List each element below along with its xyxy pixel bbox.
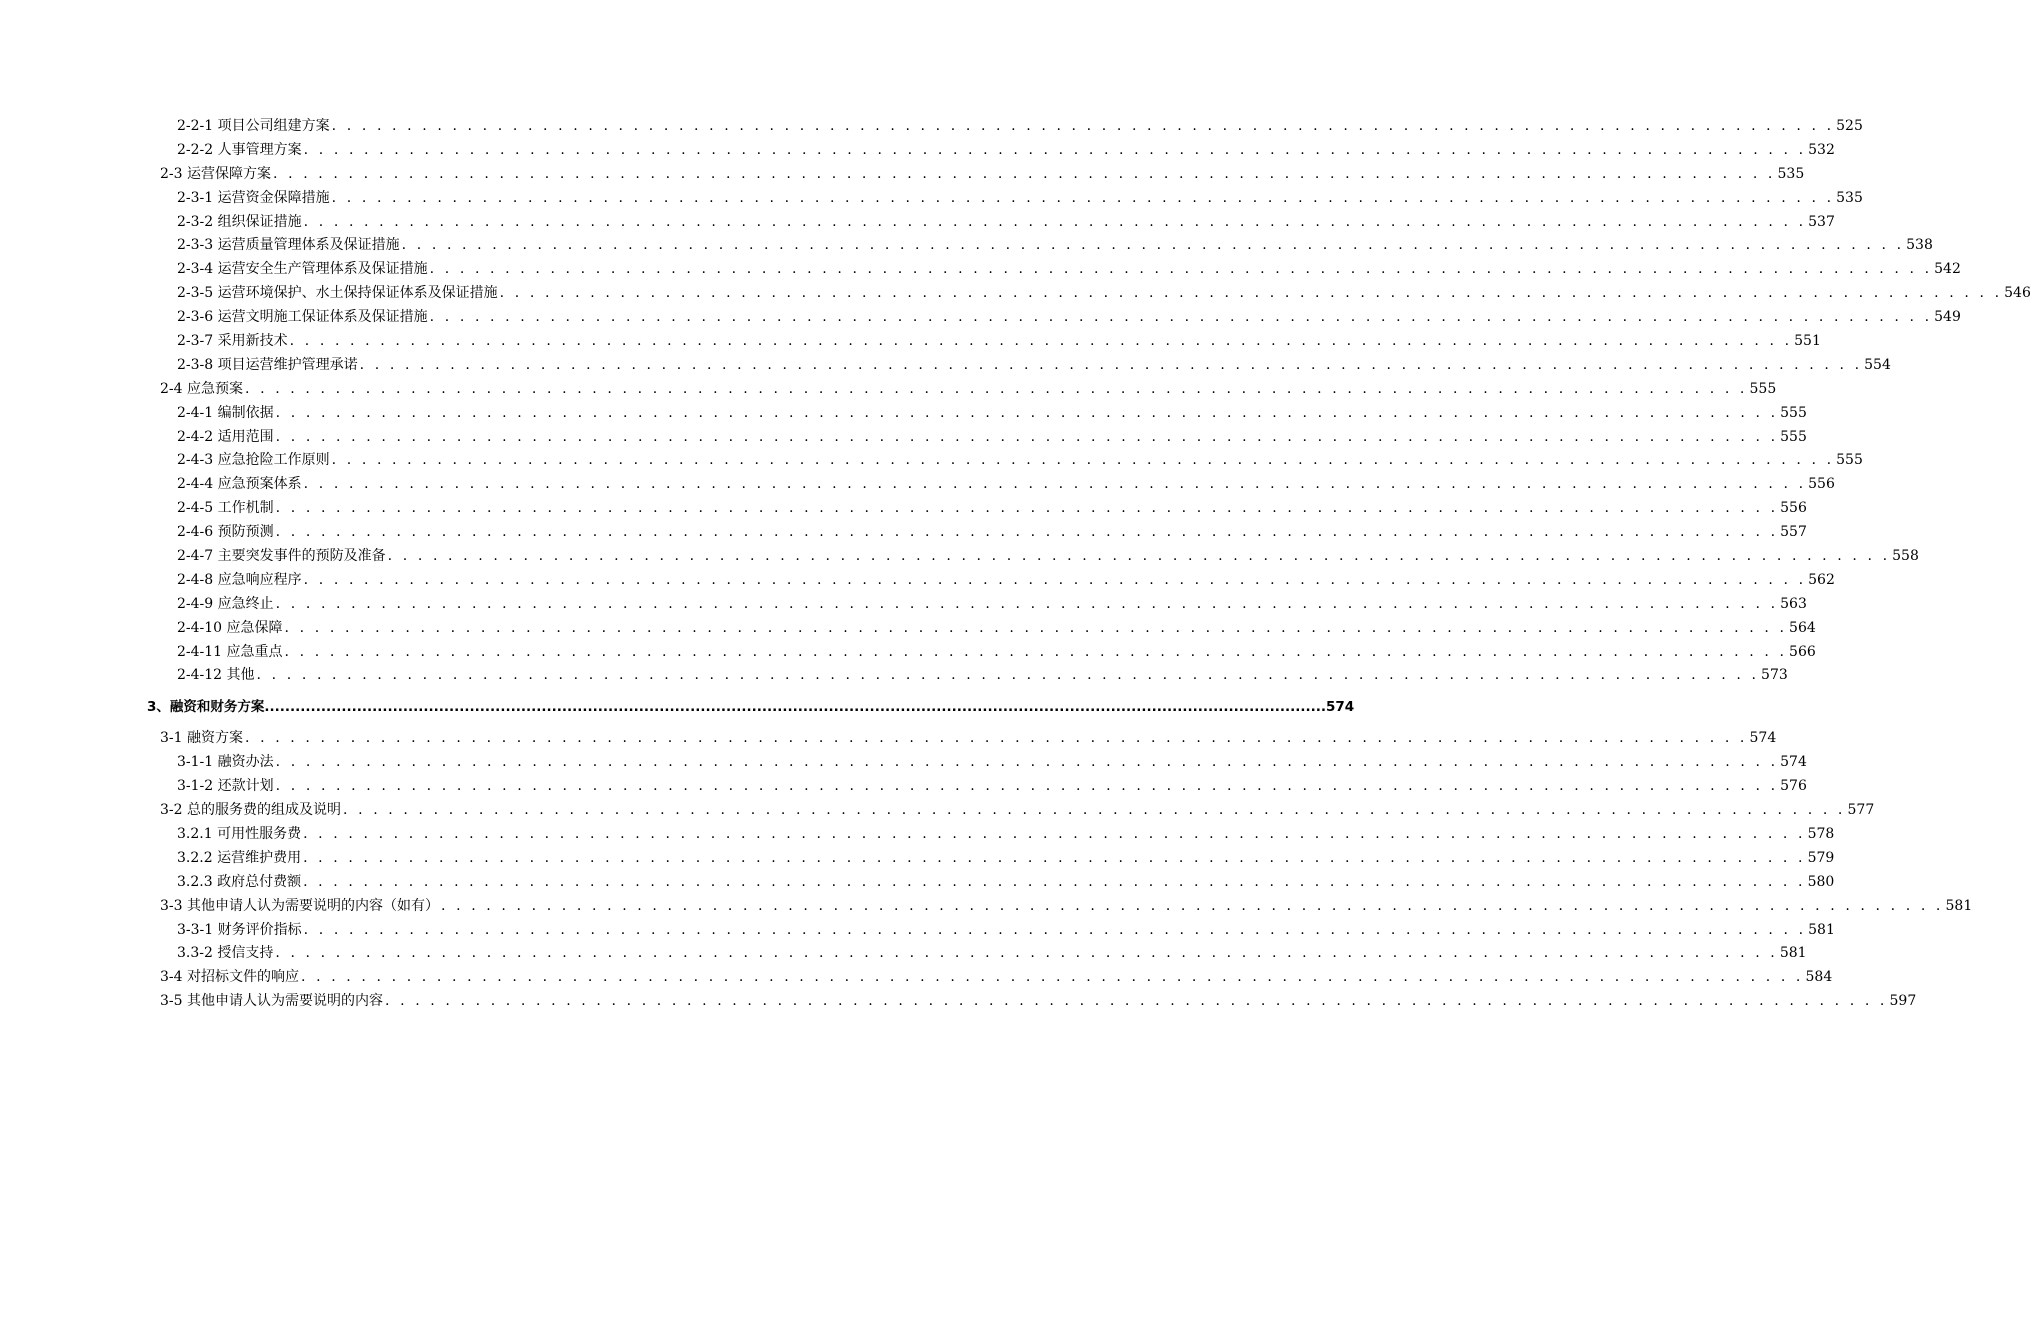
dot-leader: . . . . . . . . . . . . . . . . . . . . . . . . . . . . . . . . . . . . . . . . . . . . . . . . . . . . . . . . . . . . . . . . . . . . . . . . . . . . . . . . . . . . . . . . . . . . . . . . . . . .	[303, 141, 1807, 158]
dot-leader: . . . . . . . . . . . . . . . . . . . . . . . . . . . . . . . . . . . . . . . . . . . . . . . . . . . . . . . . . . . . . . . . . . . . . . . . . . . . . . . . . . . . . . . . . . . . . . . . . . . .	[275, 500, 1779, 517]
toc-entry-label: 3-3-1 财务评价指标	[177, 921, 302, 938]
dot-leader: . . . . . . . . . . . . . . . . . . . . . . . . . . . . . . . . . . . . . . . . . . . . . . . . . . . . . . . . . . . . . . . . . . . . . . . . . . . . . . . . . . . . . . . . . . . . . . . . . . . .	[275, 778, 1779, 795]
toc-chapter-entry[interactable]	[0, 690, 1355, 725]
dot-leader: . . . . . . . . . . . . . . . . . . . . . . . . . . . . . . . . . . . . . . . . . . . . . . . . . . . . . . . . . . . . . . . . . . . . . . . . . . . . . . . . . . . . . . . . . . . . . . . . . . . .	[301, 969, 1804, 986]
toc-entry-page-number: 563	[1780, 595, 1807, 612]
toc-entry-page-number: 555	[1780, 404, 1807, 421]
toc-entry-page-number: 574	[1780, 754, 1807, 771]
dot-leader: . . . . . . . . . . . . . . . . . . . . . . . . . . . . . . . . . . . . . . . . . . . . . . . . . . . . . . . . . . . . . . . . . . . . . . . . . . . . . . . . . . . . . . . . . . . . . . . . . . . .	[256, 667, 1760, 684]
toc-subsection-entry[interactable]	[0, 545, 1919, 569]
toc-entry-label: 2-4-7 主要突发事件的预防及准备	[177, 548, 386, 565]
dot-leader: . . . . . . . . . . . . . . . . . . . . . . . . . . . . . . . . . . . . . . . . . . . . . . . . . . . . . . . . . . . . . . . . . . . . . . . . . . . . . . . . . . . . . . . . . . . . . . . . . . . .	[284, 643, 1788, 660]
toc-entry-page-number: 573	[1761, 667, 1788, 684]
toc-subsection-entry[interactable]	[0, 449, 1863, 473]
toc-entry-page-number: 554	[1864, 356, 1891, 373]
toc-subsection-entry[interactable]	[0, 775, 1807, 799]
toc-entry-label: 2-2-1 项目公司组建方案	[177, 118, 330, 134]
toc-entry-label: 3.2.3 政府总付费额	[177, 873, 302, 890]
toc-subsection-entry[interactable]	[0, 282, 2031, 306]
toc-subsection-entry[interactable]	[0, 115, 1863, 139]
toc-subsection-entry[interactable]	[0, 234, 1933, 258]
toc-entry-label: 2-3-3 运营质量管理体系及保证措施	[177, 237, 400, 254]
toc-entry-label: 2-3-2 组织保证措施	[177, 213, 302, 230]
toc-entry-page-number: 535	[1777, 165, 1805, 182]
toc-entry-page-number: 549	[1934, 309, 1961, 326]
dot-leader: . . . . . . . . . . . . . . . . . . . . . . . . . . . . . . . . . . . . . . . . . . . . . . . . . . . . . . . . . . . . . . . . . . . . . . . . . . . . . . . . . . . . . . . . . . . . . . . . . . . .	[275, 754, 1779, 771]
toc-subsection-entry[interactable]	[0, 942, 1807, 966]
toc-entry-label: 2-4-4 应急预案体系	[177, 476, 302, 493]
dot-leader: . . . . . . . . . . . . . . . . . . . . . . . . . . . . . . . . . . . . . . . . . . . . . . . . . . . . . . . . . . . . . . . . . . . . . . . . . . . . . . . . . . . . . . . . . . . . . . . . . . . .	[289, 333, 1793, 350]
toc-entry-label: 2-3-8 项目运营维护管理承诺	[177, 356, 358, 373]
dot-leader: . . . . . . . . . . . . . . . . . . . . . . . . . . . . . . . . . . . . . . . . . . . . . . . . . . . . . . . . . . . . . . . . . . . . . . . . . . . . . . . . . . . . . . . . . . . . . . . . . . . .	[303, 873, 1806, 890]
toc-entry-label: 2-4-8 应急响应程序	[177, 571, 302, 588]
toc-section-entry[interactable]	[0, 378, 1777, 402]
toc-subsection-entry[interactable]	[0, 497, 1807, 521]
toc-section-entry[interactable]	[0, 163, 1805, 187]
toc-entry-label: 3.3-2 授信支持	[177, 945, 274, 962]
toc-entry-label: 3、融资和财务方案	[147, 699, 265, 716]
toc-entry-page-number: 537	[1808, 213, 1835, 230]
toc-subsection-entry[interactable]	[0, 871, 1835, 895]
toc-entry-label: 3-1-1 融资办法	[177, 754, 274, 771]
toc-section-entry[interactable]	[0, 990, 1917, 1014]
dot-leader: . . . . . . . . . . . . . . . . . . . . . . . . . . . . . . . . . . . . . . . . . . . . . . . . . . . . . . . . . . . . . . . . . . . . . . . . . . . . . . . . . . . . . . . . . . . . . . . . . . . .	[275, 595, 1779, 612]
toc-entry-label: 2-3 运营保障方案	[160, 165, 271, 182]
dot-leader: . . . . . . . . . . . . . . . . . . . . . . . . . . . . . . . . . . . . . . . . . . . . . . . . . . . . . . . . . . . . . . . . . . . . . . . . . . . . . . . . . . . . . . . . . . . . . . . . . . . .	[275, 428, 1779, 445]
toc-entry-label: 2-2-2 人事管理方案	[177, 141, 302, 158]
toc-subsection-entry[interactable]	[0, 426, 1807, 450]
toc-entry-page-number: 556	[1808, 476, 1835, 493]
dot-leader: . . . . . . . . . . . . . . . . . . . . . . . . . . . . . . . . . . . . . . . . . . . . . . . . . . . . . . . . . . . . . . . . . . . . . . . . . . . . . . . . . . . . . . . . . . . . . . . . . . . .	[331, 189, 1835, 206]
dot-leader: . . . . . . . . . . . . . . . . . . . . . . . . . . . . . . . . . . . . . . . . . . . . . . . . . . . . . . . . . . . . . . . . . . . . . . . . . . . . . . . . . . . . . . . . . . . . . . . . . . . .	[245, 380, 1748, 397]
toc-entry-label: 2-4-9 应急终止	[177, 595, 274, 612]
toc-entry-label: 3-3 其他申请人认为需要说明的内容（如有）	[160, 897, 439, 914]
dot-leader: . . . . . . . . . . . . . . . . . . . . . . . . . . . . . . . . . . . . . . . . . . . . . . . . . . . . . . . . . . . . . . . . . . . . . . . . . . . . . . . . . . . . . . . . . . . . . . . . . . . .	[303, 921, 1807, 938]
dot-leader: . . . . . . . . . . . . . . . . . . . . . . . . . . . . . . . . . . . . . . . . . . . . . . . . . . . . . . . . . . . . . . . . . . . . . . . . . . . . . . . . . . . . . . . . . . . . . . . . . . . .	[275, 404, 1779, 421]
toc-entry-page-number: 574	[1326, 699, 1355, 716]
dot-leader: . . . . . . . . . . . . . . . . . . . . . . . . . . . . . . . . . . . . . . . . . . . . . . . . . . . . . . . . . . . . . . . . . . . . . . . . . . . . . . . . . . . . . . . . . . . . . . . . . . . .	[387, 548, 1891, 565]
toc-entry-page-number: 579	[1807, 849, 1835, 866]
toc-entry-page-number: 532	[1808, 141, 1835, 158]
dot-leader: . . . . . . . . . . . . . . . . . . . . . . . . . . . . . . . . . . . . . . . . . . . . . . . . . . . . . . . . . . . . . . . . . . . . . . . . . . . . . . . . . . . . . . . . . . . . . . . . . . . .	[429, 261, 1933, 278]
dot-leader: . . . . . . . . . . . . . . . . . . . . . . . . . . . . . . . . . . . . . . . . . . . . . . . . . . . . . . . . . . . . . . . . . . . . . . . . . . . . . . . . . . . . . . . . . . . . . . . . . . . .	[303, 849, 1806, 866]
toc-subsection-entry[interactable]	[0, 919, 1835, 943]
toc-subsection-entry[interactable]	[0, 569, 1835, 593]
toc-entry-page-number: 581	[1808, 921, 1835, 938]
toc-entry-label: 3-4 对招标文件的响应	[160, 969, 299, 986]
toc-entry-page-number: 555	[1749, 380, 1777, 397]
toc-list	[0, 115, 2031, 1014]
toc-entry-page-number: 581	[1779, 945, 1807, 962]
dot-leader: . . . . . . . . . . . . . . . . . . . . . . . . . . . . . . . . . . . . . . . . . . . . . . . . . . . . . . . . . . . . . . . . . . . . . . . . . . . . . . . . . . . . . . . . . . . . . . . . . . . .	[331, 452, 1835, 469]
toc-subsection-entry[interactable]	[0, 187, 1863, 211]
toc-entry-page-number: 558	[1892, 548, 1919, 565]
toc-subsection-entry[interactable]	[0, 306, 1961, 330]
toc-entry-page-number: 557	[1780, 524, 1807, 541]
dot-leader: . . . . . . . . . . . . . . . . . . . . . . . . . . . . . . . . . . . . . . . . . . . . . . . . . . . . . . . . . . . . . . . . . . . . . . . . . . . . . . . . . . . . . . . . . . . . . . . . . . . .	[385, 993, 1888, 1010]
dot-leader: . . . . . . . . . . . . . . . . . . . . . . . . . . . . . . . . . . . . . . . . . . . . . . . . . . . . . . . . . . . . . . . . . . . . . . . . . . . . . . . . . . . . . . . . . . . . . . . . . . . .	[284, 619, 1788, 636]
toc-entry-page-number: 597	[1889, 993, 1917, 1010]
toc-entry-label: 2-3-4 运营安全生产管理体系及保证措施	[177, 261, 428, 278]
toc-section-entry[interactable]	[0, 727, 1777, 751]
toc-section-entry[interactable]	[0, 966, 1833, 990]
toc-subsection-entry[interactable]	[0, 823, 1835, 847]
toc-subsection-entry[interactable]	[0, 664, 1788, 688]
toc-entry-label: 2-3-6 运营文明施工保证体系及保证措施	[177, 309, 428, 326]
toc-subsection-entry[interactable]	[0, 473, 1835, 497]
toc-subsection-entry[interactable]	[0, 211, 1835, 235]
toc-entry-label: 2-4-10 应急保障	[177, 619, 283, 636]
dot-leader: . . . . . . . . . . . . . . . . . . . . . . . . . . . . . . . . . . . . . . . . . . . . . . . . . . . . . . . . . . . . . . . . . . . . . . . . . . . . . . . . . . . . . . . . . . . . . . . . . . . .	[275, 524, 1779, 541]
toc-entry-label: 3-1-2 还款计划	[177, 778, 274, 795]
dot-leader: . . . . . . . . . . . . . . . . . . . . . . . . . . . . . . . . . . . . . . . . . . . . . . . . . . . . . . . . . . . . . . . . . . . . . . . . . . . . . . . . . . . . . . . . . . . . . . . . . . . .	[429, 309, 1933, 326]
dot-leader: . . . . . . . . . . . . . . . . . . . . . . . . . . . . . . . . . . . . . . . . . . . . . . . . . . . . . . . . . . . . . . . . . . . . . . . . . . . . . . . . . . . . . . . . . . . . . . . . . . . .	[441, 897, 1944, 914]
toc-entry-page-number: 555	[1780, 428, 1807, 445]
toc-entry-page-number: 535	[1836, 189, 1863, 206]
toc-entry-label: 2-4-5 工作机制	[177, 500, 274, 517]
dot-leader: . . . . . . . . . . . . . . . . . . . . . . . . . . . . . . . . . . . . . . . . . . . . . . . . . . . . . . . . . . . . . . . . . . . . . . . . . . . . . . . . . . . . . . . . . . . . . . . . . . . .	[303, 213, 1807, 230]
toc-entry-label: 2-4-1 编制依据	[177, 404, 274, 421]
dot-leader: . . . . . . . . . . . . . . . . . . . . . . . . . . . . . . . . . . . . . . . . . . . . . . . . . . . . . . . . . . . . . . . . . . . . . . . . . . . . . . . . . . . . . . . . . . . . . . . . . . . .	[273, 165, 1776, 182]
toc-entry-page-number: 555	[1836, 452, 1863, 469]
toc-entry-label: 3-1 融资方案	[160, 730, 243, 747]
toc-subsection-entry[interactable]	[0, 258, 1961, 282]
toc-subsection-entry[interactable]	[0, 641, 1816, 665]
toc-subsection-entry[interactable]	[0, 751, 1807, 775]
toc-subsection-entry[interactable]	[0, 521, 1807, 545]
toc-entry-label: 2-4 应急预案	[160, 380, 243, 397]
toc-section-entry[interactable]	[0, 895, 1973, 919]
dot-leader: . . . . . . . . . . . . . . . . . . . . . . . . . . . . . . . . . . . . . . . . . . . . . . . . . . . . . . . . . . . . . . . . . . . . . . . . . . . . . . . . . . . . . . . . . . . . . . . . . . . .	[343, 802, 1846, 819]
toc-entry-page-number: 551	[1794, 333, 1821, 350]
toc-entry-page-number: 578	[1807, 825, 1835, 842]
toc-entry-page-number: 564	[1789, 619, 1816, 636]
dot-leader: . . . . . . . . . . . . . . . . . . . . . . . . . . . . . . . . . . . . . . . . . . . . . . . . . . . . . . . . . . . . . . . . . . . . . . . . . . . . . . . . . . . . . . . . . . . . . . . . . . . .	[303, 825, 1806, 842]
toc-entry-page-number: 562	[1808, 571, 1835, 588]
dot-leader: ...............................................................................................................................................................................................................	[264, 699, 1326, 716]
toc-subsection-entry[interactable]	[0, 330, 1821, 354]
dot-leader: . . . . . . . . . . . . . . . . . . . . . . . . . . . . . . . . . . . . . . . . . . . . . . . . . . . . . . . . . . . . . . . . . . . . . . . . . . . . . . . . . . . . . . . . . . . . . . . . . . . .	[275, 945, 1778, 962]
toc-entry-page-number: 538	[1906, 237, 1933, 254]
toc-entry-page-number: 546	[2004, 285, 2031, 302]
toc-entry-label: 3-5 其他申请人认为需要说明的内容	[160, 993, 383, 1010]
toc-entry-label: 3.2.2 运营维护费用	[177, 849, 302, 866]
toc-entry-page-number: 576	[1780, 778, 1807, 795]
dot-leader: . . . . . . . . . . . . . . . . . . . . . . . . . . . . . . . . . . . . . . . . . . . . . . . . . . . . . . . . . . . . . . . . . . . . . . . . . . . . . . . . . . . . . . . . . . . . . . . . . . . .	[303, 571, 1807, 588]
dot-leader: . . . . . . . . . . . . . . . . . . . . . . . . . . . . . . . . . . . . . . . . . . . . . . . . . . . . . . . . . . . . . . . . . . . . . . . . . . . . . . . . . . . . . . . . . . . . . . . . . . . .	[401, 237, 1905, 254]
dot-leader: . . . . . . . . . . . . . . . . . . . . . . . . . . . . . . . . . . . . . . . . . . . . . . . . . . . . . . . . . . . . . . . . . . . . . . . . . . . . . . . . . . . . . . . . . . . . . . . . . . . .	[499, 285, 2003, 302]
dot-leader: . . . . . . . . . . . . . . . . . . . . . . . . . . . . . . . . . . . . . . . . . . . . . . . . . . . . . . . . . . . . . . . . . . . . . . . . . . . . . . . . . . . . . . . . . . . . . . . . . . . .	[331, 118, 1835, 134]
toc-entry-label: 2-3-7 采用新技术	[177, 333, 288, 350]
dot-leader: . . . . . . . . . . . . . . . . . . . . . . . . . . . . . . . . . . . . . . . . . . . . . . . . . . . . . . . . . . . . . . . . . . . . . . . . . . . . . . . . . . . . . . . . . . . . . . . . . . . .	[359, 356, 1863, 373]
toc-entry-label: 2-3-1 运营资金保障措施	[177, 189, 330, 206]
toc-subsection-entry[interactable]	[0, 402, 1807, 426]
toc-entry-label: 3.2.1 可用性服务费	[177, 825, 302, 842]
toc-entry-page-number: 574	[1749, 730, 1777, 747]
toc-entry-label: 2-4-12 其他	[177, 667, 255, 684]
toc-entry-page-number: 556	[1780, 500, 1807, 517]
toc-subsection-entry[interactable]	[0, 354, 1891, 378]
toc-entry-page-number: 525	[1836, 118, 1863, 134]
toc-entry-label: 2-4-2 适用范围	[177, 428, 274, 445]
toc-entry-label: 3-2 总的服务费的组成及说明	[160, 802, 341, 819]
toc-entry-page-number: 566	[1789, 643, 1816, 660]
toc-subsection-entry[interactable]	[0, 593, 1807, 617]
toc-entry-page-number: 542	[1934, 261, 1961, 278]
toc-subsection-entry[interactable]	[0, 847, 1835, 871]
toc-entry-label: 2-3-5 运营环境保护、水土保持保证体系及保证措施	[177, 285, 498, 302]
toc-entry-label: 2-4-11 应急重点	[177, 643, 283, 660]
toc-section-entry[interactable]	[0, 799, 1875, 823]
toc-subsection-entry[interactable]	[0, 139, 1835, 163]
dot-leader: . . . . . . . . . . . . . . . . . . . . . . . . . . . . . . . . . . . . . . . . . . . . . . . . . . . . . . . . . . . . . . . . . . . . . . . . . . . . . . . . . . . . . . . . . . . . . . . . . . . .	[303, 476, 1807, 493]
toc-entry-page-number: 584	[1805, 969, 1833, 986]
toc-entry-page-number: 577	[1847, 802, 1875, 819]
dot-leader: . . . . . . . . . . . . . . . . . . . . . . . . . . . . . . . . . . . . . . . . . . . . . . . . . . . . . . . . . . . . . . . . . . . . . . . . . . . . . . . . . . . . . . . . . . . . . . . . . . . .	[245, 730, 1748, 747]
toc-entry-page-number: 581	[1945, 897, 1973, 914]
toc-entry-label: 2-4-3 应急抢险工作原则	[177, 452, 330, 469]
toc-subsection-entry[interactable]	[0, 617, 1816, 641]
toc-entry-page-number: 580	[1807, 873, 1835, 890]
toc-entry-label: 2-4-6 预防预测	[177, 524, 274, 541]
